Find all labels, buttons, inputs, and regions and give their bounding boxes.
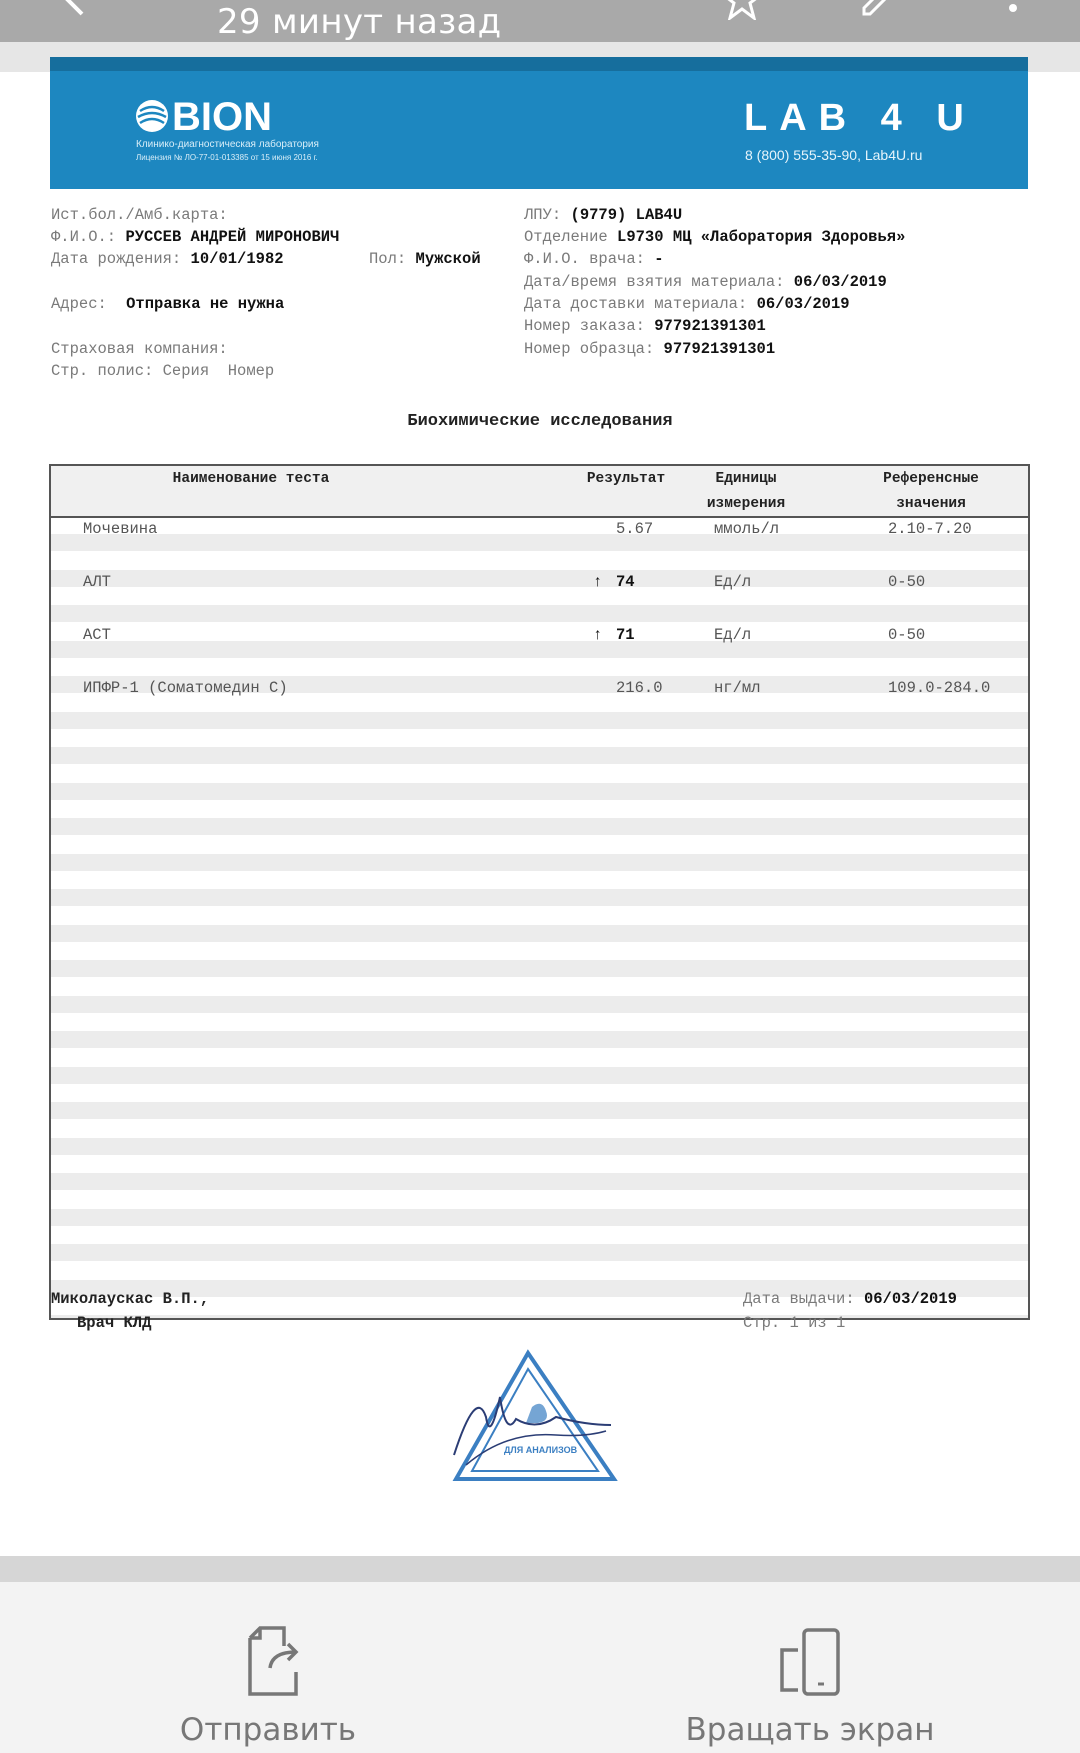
lpu-value: (9779) LAB4U: [570, 206, 683, 224]
bion-logo: [134, 97, 344, 135]
delivered-row: [524, 295, 850, 313]
lpu-row: [524, 206, 682, 224]
row-flag-up-icon: ↑: [593, 626, 603, 644]
table-stripe: [51, 1138, 1028, 1155]
row-test: АСТ: [83, 626, 111, 644]
table-stripe: [51, 1031, 1028, 1048]
row-ref: 0-50: [888, 573, 926, 591]
lab4u-contact: 8 (800) 555-35-90, Lab4U.ru: [745, 147, 923, 163]
row-result: 216.0: [616, 679, 663, 697]
table-row: [51, 679, 1028, 701]
lab-stamp-icon: [446, 1347, 626, 1497]
sex-value: Мужской: [415, 250, 481, 268]
table-stripe: [51, 996, 1028, 1013]
bottom-action-bar: [0, 1556, 1080, 1753]
document-sheet: [0, 42, 1080, 1556]
signer-name: Миколаускас В.П.,: [51, 1290, 210, 1308]
table-stripe: [51, 712, 1028, 729]
doctor-row: [524, 250, 664, 268]
top-bar: [0, 0, 1080, 42]
star-icon[interactable]: [722, 0, 762, 20]
table-stripe: [51, 1244, 1028, 1261]
card-label: Ист.бол./Амб.карта:: [51, 206, 228, 224]
table-stripe: [51, 1315, 1028, 1320]
address-value: Отправка не нужна: [126, 295, 285, 313]
header-result: Результат: [586, 471, 666, 487]
table-stripe: [51, 854, 1028, 871]
bion-license: Лицензия № ЛО-77-01-013385 от 15 июня 2016 г.: [136, 153, 318, 162]
table-row: [51, 626, 1028, 648]
row-result: 5.67: [616, 520, 654, 538]
row-result: 71: [616, 626, 635, 644]
header-ref-2: значения: [896, 496, 966, 512]
sample-no-value: 977921391301: [663, 340, 776, 358]
table-stripe: [51, 783, 1028, 800]
header-ref-1: Референсные: [883, 471, 979, 487]
lab-banner: [50, 57, 1028, 189]
address-row: [51, 295, 284, 313]
issue-date-row: [743, 1290, 957, 1308]
table-stripe: [51, 889, 1028, 906]
page-row: [743, 1314, 845, 1332]
sex-row: [369, 250, 481, 268]
time-ago-label: 29 минут назад: [217, 2, 502, 42]
rotate-screen-label: Вращать экран: [685, 1712, 935, 1748]
row-units: Ед/л: [714, 573, 752, 591]
table-stripe: [51, 1102, 1028, 1119]
stamp-text: ДЛЯ АНАЛИЗОВ: [504, 1445, 578, 1455]
delivered-value: 06/03/2019: [756, 295, 850, 313]
order-no-row: [524, 317, 766, 335]
table-stripe: [51, 747, 1028, 764]
share-icon: [236, 1624, 300, 1698]
delivered-label: Дата доставки материала:: [524, 295, 748, 313]
share-label: Отправить: [179, 1712, 357, 1748]
taken-label: Дата/время взятия материала:: [524, 273, 785, 291]
row-ref: 109.0-284.0: [888, 679, 991, 697]
row-test: АЛТ: [83, 573, 111, 591]
patient-name: РУССЕВ АНДРЕЙ МИРОНОВИЧ: [125, 228, 340, 246]
order-no-label: Номер заказа:: [524, 317, 645, 335]
insurer-row: [51, 340, 228, 358]
insurer-label: Страховая компания:: [51, 340, 228, 358]
card-row: [51, 206, 228, 224]
results-table: [49, 464, 1030, 1320]
document-title: Биохимические исследования: [407, 412, 673, 431]
doctor-value: -: [654, 250, 664, 268]
table-stripe: [51, 960, 1028, 977]
issue-date-value: 06/03/2019: [863, 1290, 957, 1308]
issue-date-label: Дата выдачи:: [743, 1290, 855, 1308]
bion-logo-text: BION: [172, 97, 272, 135]
policy-row: [51, 362, 274, 380]
patient-name-row: [51, 228, 339, 246]
header-units-2: измерения: [706, 496, 786, 512]
banner-strip: [50, 57, 1028, 71]
bion-subtitle: Клинико-диагностическая лаборатория: [136, 139, 319, 150]
row-units: ммоль/л: [714, 520, 780, 538]
dept-row: [524, 228, 905, 246]
row-flag-up-icon: ↑: [593, 573, 603, 591]
row-result: 74: [616, 573, 635, 591]
table-header: [51, 466, 1028, 518]
taken-value: 06/03/2019: [793, 273, 887, 291]
row-test: ИПФР-1 (Соматомедин С): [83, 679, 288, 697]
page-label: Стр. 1 из 1: [743, 1314, 846, 1332]
signer-role: Врач КЛД: [77, 1314, 152, 1332]
table-stripe: [51, 818, 1028, 835]
back-arrow-icon[interactable]: [60, 0, 100, 22]
taken-row: [524, 273, 887, 291]
sex-label: Пол:: [369, 250, 407, 268]
rotate-screen-icon: [778, 1624, 842, 1698]
sample-no-row: [524, 340, 775, 358]
row-ref: 2.10-7.20: [888, 520, 972, 538]
lpu-label: ЛПУ:: [524, 206, 562, 224]
edit-icon[interactable]: [860, 0, 896, 18]
table-stripe: [51, 925, 1028, 942]
dob-value: 10/01/1982: [190, 250, 284, 268]
dept-value: L9730 МЦ «Лаборатория Здоровья»: [617, 228, 906, 246]
more-options-icon[interactable]: [1006, 0, 1020, 14]
dept-label: Отделение: [524, 228, 608, 246]
doctor-label: Ф.И.О. врача:: [524, 250, 645, 268]
sample-no-label: Номер образца:: [524, 340, 655, 358]
rotate-screen-button[interactable]: [660, 1582, 960, 1753]
policy-label: Стр. полис: Серия Номер: [51, 362, 275, 380]
table-stripe: [51, 1173, 1028, 1190]
table-row: [51, 573, 1028, 595]
header-test: Наименование теста: [172, 471, 330, 487]
patient-name-label: Ф.И.О.:: [51, 228, 117, 246]
row-test: Мочевина: [83, 520, 158, 538]
share-button[interactable]: [118, 1582, 418, 1753]
table-stripe: [51, 605, 1028, 622]
header-units-1: Единицы: [715, 471, 777, 487]
bottom-bar-shade: [0, 1556, 1080, 1582]
table-stripe: [51, 1067, 1028, 1084]
row-ref: 0-50: [888, 626, 926, 644]
dob-label: Дата рождения:: [51, 250, 182, 268]
lab4u-title: LAB 4 U: [744, 97, 976, 139]
dob-row: [51, 250, 284, 268]
row-units: нг/мл: [714, 679, 761, 697]
order-no-value: 977921391301: [654, 317, 766, 335]
table-stripe: [51, 1209, 1028, 1226]
table-row: [51, 520, 1028, 542]
row-units: Ед/л: [714, 626, 752, 644]
address-label: Адрес:: [51, 295, 107, 313]
